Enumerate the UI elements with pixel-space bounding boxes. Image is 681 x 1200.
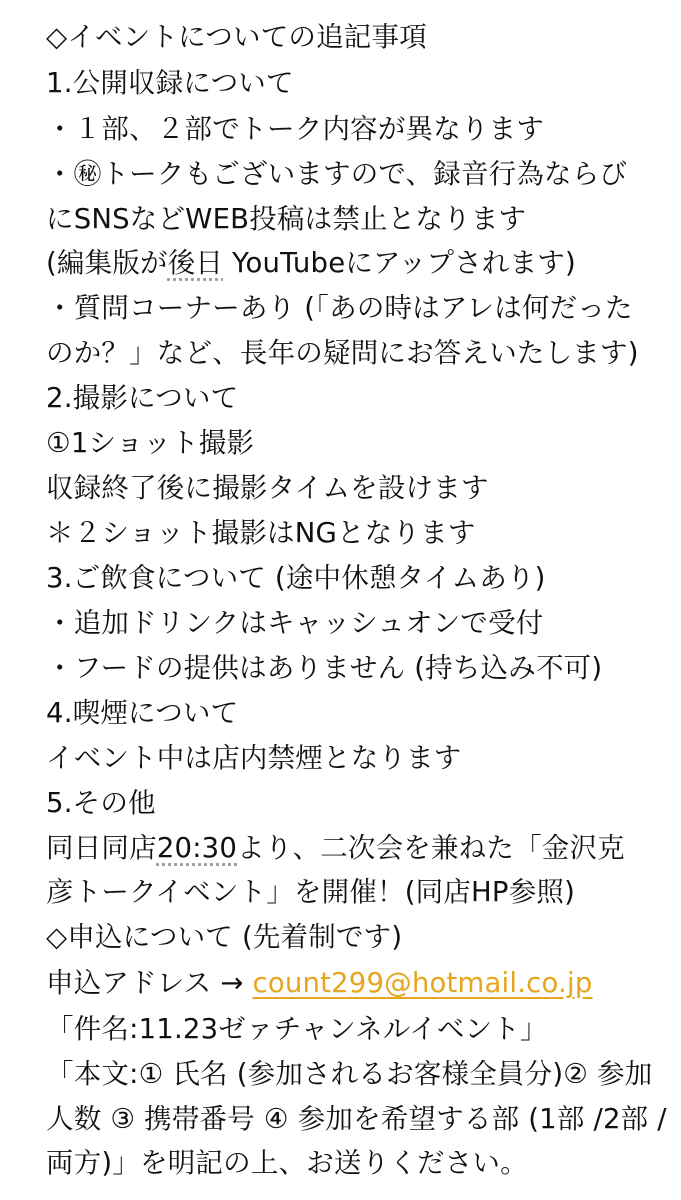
email-link[interactable]: count299@hotmail.co.jp xyxy=(252,967,593,999)
text-line: にSNSなどWEB投稿は禁止となります xyxy=(46,203,527,235)
text-line: のか？」など、長年の疑問にお答えいたします) xyxy=(46,337,639,369)
item-heading-photography: 2.撮影について xyxy=(46,382,239,414)
item-heading-smoking: 4.喫煙について xyxy=(46,697,239,729)
text-line: 「件名:11.23ゼァチャンネルイベント」 xyxy=(46,1013,548,1045)
text-fragment: YouTube xyxy=(232,247,346,279)
text-line-afterparty xyxy=(46,825,676,871)
text-line: イベント中は店内禁煙となります xyxy=(46,742,462,774)
text-line: ・１部、２部でトーク内容が異なります xyxy=(46,113,545,145)
text-line: ・フードの提供はありません (持ち込み不可) xyxy=(46,652,603,684)
text-line: 人数 ③ 携帯番号 ④ 参加を希望する部 (1部 /2部 / xyxy=(46,1103,667,1135)
text-line: 収録終了後に撮影タイムを設けます xyxy=(46,472,489,504)
time-detected-link[interactable]: 20:30 xyxy=(156,832,238,864)
text-line: ・質問コーナーあり (「あの時はアレは何だった xyxy=(46,292,633,324)
text-line: ①1ショット撮影 xyxy=(46,427,255,459)
item-heading-public-recording: 1.公開収録について xyxy=(46,67,294,99)
section-heading-application: ◇申込について (先着制です) xyxy=(46,921,403,953)
text-line: 「本文:① 氏名 (参加されるお客様全員分)② 参加 xyxy=(46,1058,653,1090)
address-label: 申込アドレス → xyxy=(46,967,253,999)
item-heading-other: 5.その他 xyxy=(46,787,156,819)
item-heading-food-drink: 3.ご飲食について (途中休憩タイムあり) xyxy=(46,562,546,594)
section-heading-event-notes: ◇イベントについての追記事項 xyxy=(46,21,427,53)
text-fragment: にアップされます) xyxy=(345,247,576,279)
text-line-address xyxy=(46,960,676,1006)
text-fragment: より、二次会を兼ねた「金沢克 xyxy=(237,832,625,864)
text-line: 彦トークイベント」を開催！(同店HP参照) xyxy=(46,876,576,908)
text-fragment: (編集版が xyxy=(46,247,168,279)
text-line: ＊２ショット撮影はNGとなります xyxy=(46,517,476,549)
date-detected-link[interactable]: 後日 xyxy=(167,247,224,279)
text-line-youtube xyxy=(46,240,676,286)
text-fragment: 同日同店 xyxy=(46,832,157,864)
text-line: ・追加ドリンクはキャッシュオンで受付 xyxy=(46,607,544,639)
text-line: ・㊙トークもございますので、録音行為ならび xyxy=(46,158,628,190)
text-line: 両方)」を明記の上、お送りください。 xyxy=(46,1147,528,1179)
text-fragment xyxy=(223,247,232,279)
